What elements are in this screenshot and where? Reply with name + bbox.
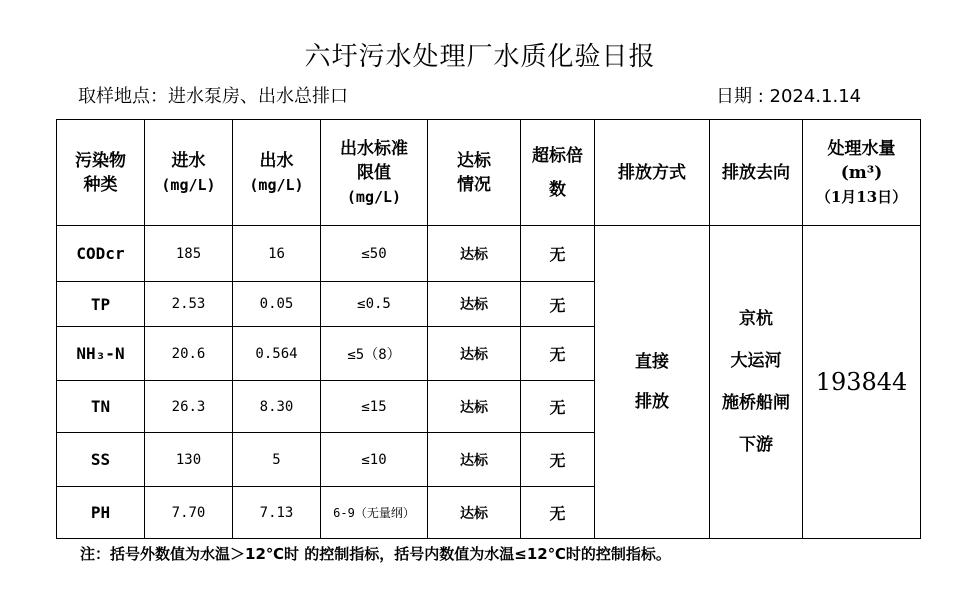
table-row <box>57 226 921 282</box>
inflow-cell: 26.3 <box>145 381 233 433</box>
limit-cell: 6-9（无量纲） <box>321 487 428 539</box>
exceed-cell: 无 <box>521 327 595 381</box>
limit-cell: ≤5（8） <box>321 327 428 381</box>
discharge-dest-cell: 京杭 大运河 施桥船闸 下游 <box>710 226 803 539</box>
status-cell: 达标 <box>428 327 521 381</box>
exceed-cell: 无 <box>521 433 595 487</box>
status-cell: 达标 <box>428 381 521 433</box>
status-cell: 达标 <box>428 487 521 539</box>
report-date: 日期 : 2024.1.14 <box>716 86 862 107</box>
report-title: 六圩污水处理厂水质化验日报 <box>304 42 656 72</box>
inflow-cell: 185 <box>145 226 233 282</box>
limit-cell: ≤50 <box>321 226 428 282</box>
discharge-method-cell: 直接 排放 <box>595 226 710 539</box>
inflow-cell: 2.53 <box>145 282 233 327</box>
header-inflow: 进水 (mg/L) <box>145 120 233 226</box>
header-compliance: 达标 情况 <box>428 120 521 226</box>
status-cell: 达标 <box>428 226 521 282</box>
header-outflow: 出水 (mg/L) <box>233 120 321 226</box>
outflow-cell: 5 <box>233 433 321 487</box>
outflow-cell: 0.564 <box>233 327 321 381</box>
pollutant-cell: TP <box>57 282 145 327</box>
exceed-cell: 无 <box>521 381 595 433</box>
pollutant-cell: TN <box>57 381 145 433</box>
status-cell: 达标 <box>428 433 521 487</box>
limit-cell: ≤15 <box>321 381 428 433</box>
header-discharge-method: 排放方式 <box>595 120 710 226</box>
inflow-cell: 20.6 <box>145 327 233 381</box>
table-header-row <box>57 120 921 226</box>
water-quality-table <box>56 119 921 539</box>
outflow-cell: 7.13 <box>233 487 321 539</box>
pollutant-cell: NH₃-N <box>57 327 145 381</box>
exceed-cell: 无 <box>521 282 595 327</box>
outflow-cell: 16 <box>233 226 321 282</box>
outflow-cell: 8.30 <box>233 381 321 433</box>
status-cell: 达标 <box>428 282 521 327</box>
outflow-cell: 0.05 <box>233 282 321 327</box>
pollutant-cell: SS <box>57 433 145 487</box>
treated-volume-cell: 193844 <box>803 226 921 539</box>
pollutant-cell: CODcr <box>57 226 145 282</box>
pollutant-cell: PH <box>57 487 145 539</box>
inflow-cell: 7.70 <box>145 487 233 539</box>
footnote: 注：括号外数值为水温＞12℃时 的控制指标，括号内数值为水温≤12℃时的控制指标。 <box>80 545 671 563</box>
limit-cell: ≤10 <box>321 433 428 487</box>
exceed-cell: 无 <box>521 487 595 539</box>
header-limit: 出水标准 限值 (mg/L) <box>321 120 428 226</box>
header-exceed: 超标倍 数 <box>521 120 595 226</box>
header-pollutant: 污染物 种类 <box>57 120 145 226</box>
limit-cell: ≤0.5 <box>321 282 428 327</box>
sampling-location: 取样地点：进水泵房、出水总排口 <box>78 86 348 107</box>
inflow-cell: 130 <box>145 433 233 487</box>
header-discharge-dest: 排放去向 <box>710 120 803 226</box>
header-volume: 处理水量 (m³) （1月13日） <box>803 120 921 226</box>
exceed-cell: 无 <box>521 226 595 282</box>
